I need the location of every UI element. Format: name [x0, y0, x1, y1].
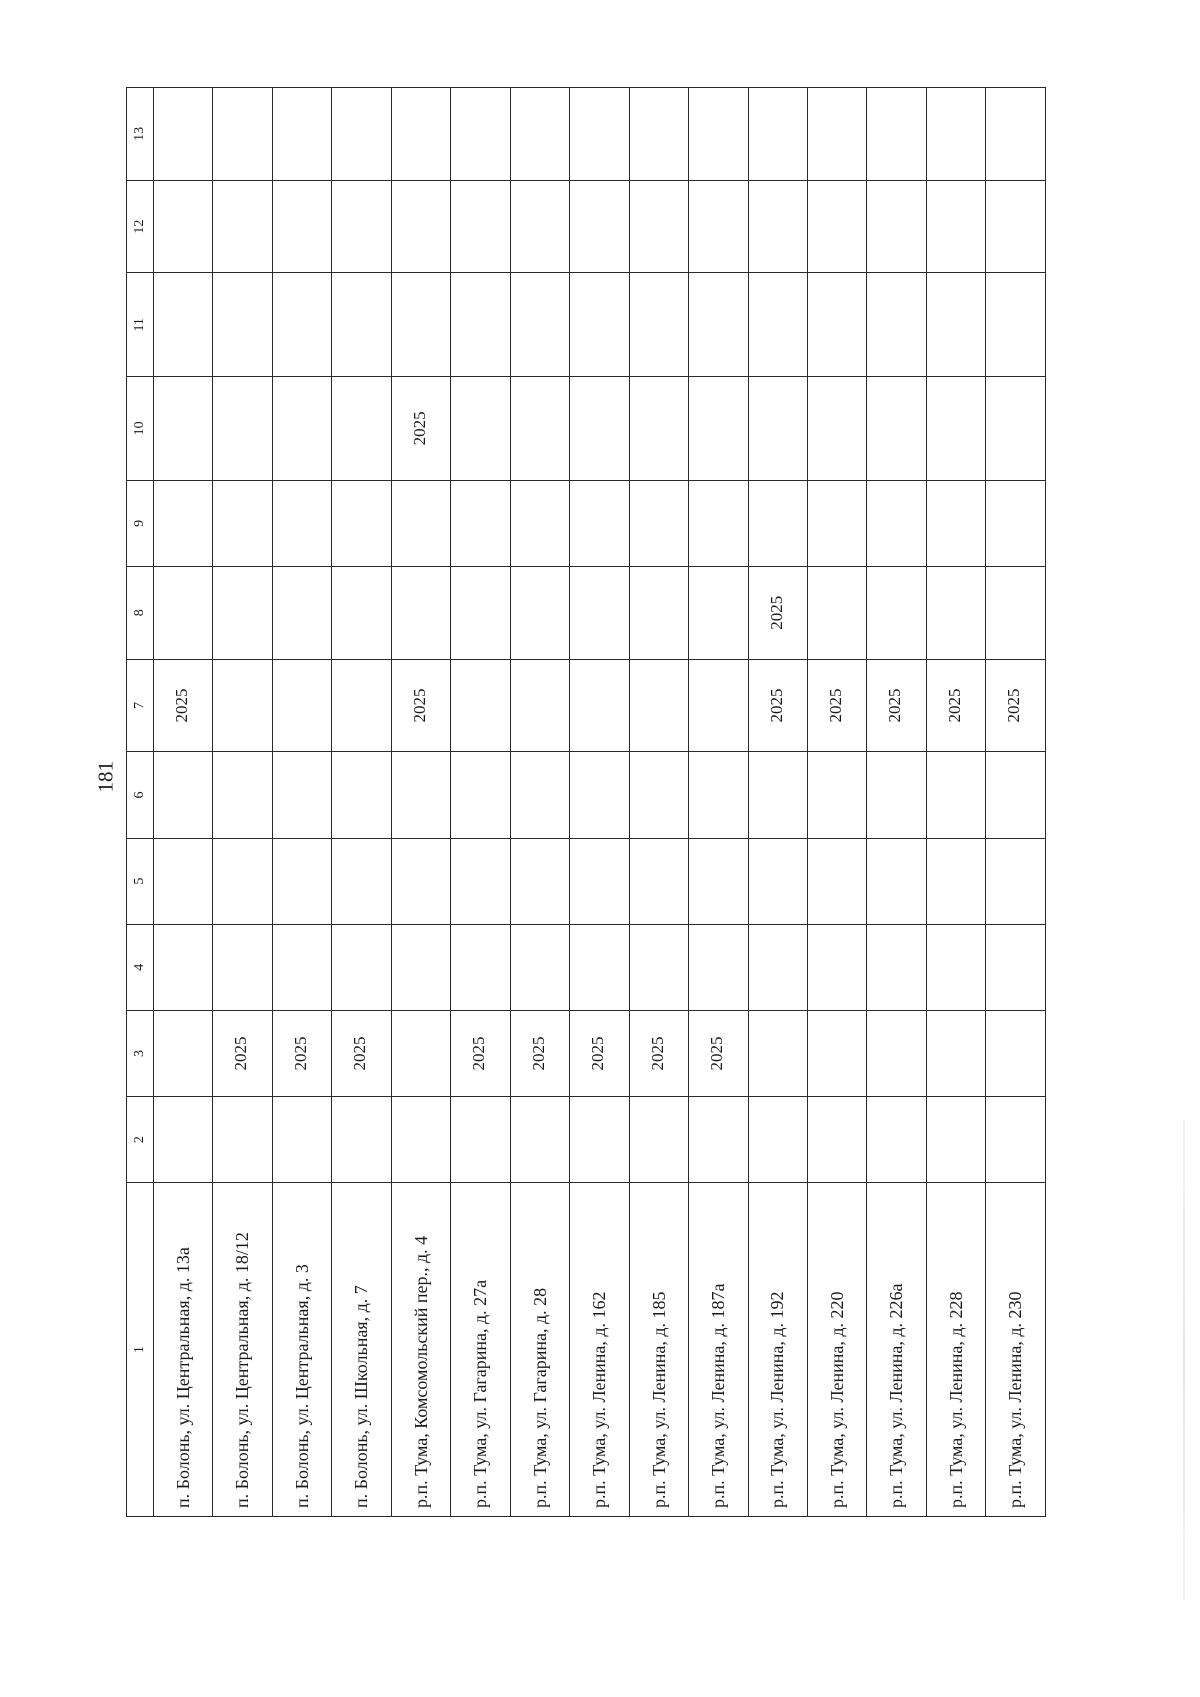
year-cell — [629, 480, 688, 566]
year-cell — [451, 752, 510, 838]
year-cell — [451, 838, 510, 924]
year-cell — [807, 88, 866, 181]
year-cell — [867, 752, 926, 838]
year-cell — [570, 752, 629, 838]
year-cell — [748, 180, 807, 273]
table-row — [213, 88, 272, 1517]
address-cell: р.п. Тума, ул. Гагарина, д. 28 — [510, 1183, 569, 1517]
year-cell: 2025 — [986, 659, 1046, 752]
year-cell: 2025 — [391, 659, 450, 752]
year-cell — [451, 566, 510, 659]
header-row — [127, 88, 154, 1517]
table-row — [154, 88, 213, 1517]
year-cell — [689, 924, 748, 1010]
year-cell — [986, 88, 1046, 181]
year-cell — [213, 480, 272, 566]
address-cell: р.п. Тума, ул. Ленина, д. 226а — [867, 1183, 926, 1517]
year-cell — [451, 480, 510, 566]
table-row — [689, 88, 748, 1517]
year-cell — [332, 273, 391, 377]
year-cell — [510, 752, 569, 838]
year-cell: 2025 — [272, 1010, 331, 1096]
column-header: 13 — [127, 88, 154, 181]
table-row — [510, 88, 569, 1517]
year-cell — [867, 480, 926, 566]
year-cell — [867, 1097, 926, 1183]
column-header: 12 — [127, 180, 154, 273]
year-cell — [332, 924, 391, 1010]
column-header: 5 — [127, 838, 154, 924]
table-row — [867, 88, 926, 1517]
address-cell: р.п. Тума, ул. Ленина, д. 192 — [748, 1183, 807, 1517]
year-cell — [272, 180, 331, 273]
year-cell: 2025 — [926, 659, 985, 752]
year-cell — [689, 88, 748, 181]
year-cell: 2025 — [154, 659, 213, 752]
address-cell: р.п. Тума, ул. Ленина, д. 185 — [629, 1183, 688, 1517]
year-cell — [807, 752, 866, 838]
year-cell — [332, 1097, 391, 1183]
year-cell: 2025 — [807, 659, 866, 752]
year-cell — [926, 752, 985, 838]
year-cell — [391, 924, 450, 1010]
table-row — [748, 88, 807, 1517]
year-cell — [332, 566, 391, 659]
year-cell — [213, 1097, 272, 1183]
address-cell: р.п. Тума, ул. Ленина, д. 187а — [689, 1183, 748, 1517]
table-row — [391, 88, 450, 1517]
column-header: 11 — [127, 273, 154, 377]
year-cell — [689, 180, 748, 273]
year-cell — [867, 566, 926, 659]
year-cell — [748, 752, 807, 838]
year-cell — [689, 752, 748, 838]
year-cell — [629, 924, 688, 1010]
year-cell — [689, 273, 748, 377]
year-cell — [510, 180, 569, 273]
year-cell — [689, 480, 748, 566]
column-header: 4 — [127, 924, 154, 1010]
year-cell — [451, 1097, 510, 1183]
address-cell: р.п. Тума, Комсомольский пер., д. 4 — [391, 1183, 450, 1517]
year-cell — [926, 377, 985, 481]
year-cell — [570, 566, 629, 659]
column-header: 3 — [127, 1010, 154, 1096]
year-cell — [807, 838, 866, 924]
year-cell — [510, 1097, 569, 1183]
year-cell — [807, 1010, 866, 1096]
year-cell — [332, 752, 391, 838]
year-cell — [272, 273, 331, 377]
year-cell — [867, 1010, 926, 1096]
year-cell — [689, 838, 748, 924]
year-cell — [570, 480, 629, 566]
year-cell — [332, 88, 391, 181]
year-cell — [629, 88, 688, 181]
year-cell — [807, 1097, 866, 1183]
table-body — [154, 88, 1046, 1517]
year-cell — [213, 838, 272, 924]
year-cell — [391, 88, 450, 181]
column-header: 7 — [127, 659, 154, 752]
year-cell — [332, 838, 391, 924]
year-cell — [510, 659, 569, 752]
year-cell: 2025 — [748, 566, 807, 659]
table-row — [986, 88, 1046, 1517]
year-cell — [689, 659, 748, 752]
column-header: 8 — [127, 566, 154, 659]
year-cell — [272, 566, 331, 659]
year-cell: 2025 — [510, 1010, 569, 1096]
year-cell — [154, 88, 213, 181]
year-cell — [629, 180, 688, 273]
year-cell — [867, 273, 926, 377]
year-cell — [570, 273, 629, 377]
year-cell — [926, 566, 985, 659]
schedule-table — [126, 87, 1046, 1517]
year-cell — [213, 659, 272, 752]
year-cell — [451, 180, 510, 273]
column-header: 6 — [127, 752, 154, 838]
table-row — [451, 88, 510, 1517]
year-cell — [451, 88, 510, 181]
year-cell — [926, 1097, 985, 1183]
year-cell: 2025 — [867, 659, 926, 752]
year-cell — [807, 566, 866, 659]
year-cell — [867, 924, 926, 1010]
year-cell — [213, 752, 272, 838]
year-cell — [570, 377, 629, 481]
year-cell — [570, 1097, 629, 1183]
year-cell — [689, 1097, 748, 1183]
year-cell — [867, 88, 926, 181]
year-cell — [332, 180, 391, 273]
year-cell — [272, 88, 331, 181]
year-cell — [748, 88, 807, 181]
year-cell — [570, 88, 629, 181]
year-cell — [451, 659, 510, 752]
year-cell — [986, 752, 1046, 838]
year-cell — [629, 273, 688, 377]
year-cell — [986, 924, 1046, 1010]
address-cell: р.п. Тума, ул. Ленина, д. 228 — [926, 1183, 985, 1517]
year-cell: 2025 — [332, 1010, 391, 1096]
year-cell — [510, 838, 569, 924]
year-cell — [986, 377, 1046, 481]
table-row — [272, 88, 331, 1517]
column-header: 10 — [127, 377, 154, 481]
year-cell — [807, 273, 866, 377]
year-cell — [154, 566, 213, 659]
table-row — [807, 88, 866, 1517]
year-cell — [154, 1010, 213, 1096]
year-cell — [332, 377, 391, 481]
year-cell — [629, 1097, 688, 1183]
year-cell: 2025 — [748, 659, 807, 752]
year-cell — [689, 566, 748, 659]
column-header: 1 — [127, 1183, 154, 1517]
year-cell — [332, 480, 391, 566]
year-cell — [926, 180, 985, 273]
year-cell — [807, 377, 866, 481]
year-cell — [510, 924, 569, 1010]
year-cell — [986, 1010, 1046, 1096]
table-row — [332, 88, 391, 1517]
year-cell — [926, 924, 985, 1010]
address-cell: р.п. Тума, ул. Ленина, д. 220 — [807, 1183, 866, 1517]
year-cell — [807, 480, 866, 566]
year-cell — [926, 1010, 985, 1096]
year-cell — [986, 180, 1046, 273]
address-cell: р.п. Тума, ул. Гагарина, д. 27а — [451, 1183, 510, 1517]
year-cell — [510, 88, 569, 181]
year-cell — [570, 659, 629, 752]
year-cell — [213, 180, 272, 273]
year-cell — [154, 838, 213, 924]
year-cell — [510, 273, 569, 377]
year-cell — [867, 838, 926, 924]
year-cell — [748, 924, 807, 1010]
year-cell — [986, 1097, 1046, 1183]
year-cell — [807, 180, 866, 273]
address-cell: р.п. Тума, ул. Ленина, д. 162 — [570, 1183, 629, 1517]
address-cell: п. Болонь, ул. Центральная, д. 18/12 — [213, 1183, 272, 1517]
year-cell — [986, 838, 1046, 924]
table-row — [570, 88, 629, 1517]
year-cell — [213, 88, 272, 181]
year-cell — [391, 273, 450, 377]
year-cell — [213, 273, 272, 377]
year-cell: 2025 — [451, 1010, 510, 1096]
year-cell — [510, 566, 569, 659]
year-cell: 2025 — [213, 1010, 272, 1096]
year-cell — [748, 480, 807, 566]
year-cell — [629, 752, 688, 838]
year-cell — [154, 480, 213, 566]
year-cell — [213, 566, 272, 659]
year-cell — [748, 1097, 807, 1183]
year-cell — [272, 838, 331, 924]
year-cell — [926, 88, 985, 181]
year-cell — [154, 924, 213, 1010]
year-cell: 2025 — [629, 1010, 688, 1096]
year-cell — [867, 180, 926, 273]
year-cell — [629, 659, 688, 752]
year-cell — [391, 180, 450, 273]
year-cell — [748, 838, 807, 924]
year-cell — [510, 377, 569, 481]
year-cell — [807, 924, 866, 1010]
year-cell: 2025 — [570, 1010, 629, 1096]
year-cell — [451, 377, 510, 481]
year-cell: 2025 — [391, 377, 450, 481]
year-cell — [213, 924, 272, 1010]
year-cell — [272, 1097, 331, 1183]
year-cell — [272, 659, 331, 752]
table-row — [629, 88, 688, 1517]
year-cell — [213, 377, 272, 481]
scan-edge-artifact — [1183, 1120, 1185, 1600]
year-cell — [926, 838, 985, 924]
year-cell — [629, 377, 688, 481]
year-cell — [154, 1097, 213, 1183]
year-cell — [867, 377, 926, 481]
column-header: 9 — [127, 480, 154, 566]
year-cell — [332, 659, 391, 752]
year-cell — [748, 377, 807, 481]
year-cell — [926, 480, 985, 566]
year-cell — [629, 838, 688, 924]
year-cell — [689, 377, 748, 481]
year-cell — [748, 273, 807, 377]
year-cell — [986, 273, 1046, 377]
page-number: 181 — [93, 761, 118, 793]
column-header: 2 — [127, 1097, 154, 1183]
year-cell — [391, 752, 450, 838]
year-cell — [510, 480, 569, 566]
year-cell: 2025 — [689, 1010, 748, 1096]
year-cell — [154, 377, 213, 481]
year-cell — [926, 273, 985, 377]
address-cell: п. Болонь, ул. Школьная, д. 7 — [332, 1183, 391, 1517]
table-row — [926, 88, 985, 1517]
year-cell — [570, 838, 629, 924]
address-cell: п. Болонь, ул. Центральная, д. 3 — [272, 1183, 331, 1517]
year-cell — [391, 838, 450, 924]
address-cell: п. Болонь, ул. Центральная, д. 13а — [154, 1183, 213, 1517]
year-cell — [154, 180, 213, 273]
year-cell — [451, 924, 510, 1010]
address-cell: р.п. Тума, ул. Ленина, д. 230 — [986, 1183, 1046, 1517]
year-cell — [629, 566, 688, 659]
year-cell — [272, 377, 331, 481]
year-cell — [272, 924, 331, 1010]
year-cell — [154, 273, 213, 377]
year-cell — [391, 1010, 450, 1096]
table-container — [126, 87, 1046, 1517]
year-cell — [272, 480, 331, 566]
year-cell — [986, 480, 1046, 566]
year-cell — [451, 273, 510, 377]
year-cell — [986, 566, 1046, 659]
year-cell — [272, 752, 331, 838]
year-cell — [391, 566, 450, 659]
year-cell — [570, 924, 629, 1010]
year-cell — [154, 752, 213, 838]
year-cell — [391, 480, 450, 566]
year-cell — [748, 1010, 807, 1096]
year-cell — [570, 180, 629, 273]
year-cell — [391, 1097, 450, 1183]
